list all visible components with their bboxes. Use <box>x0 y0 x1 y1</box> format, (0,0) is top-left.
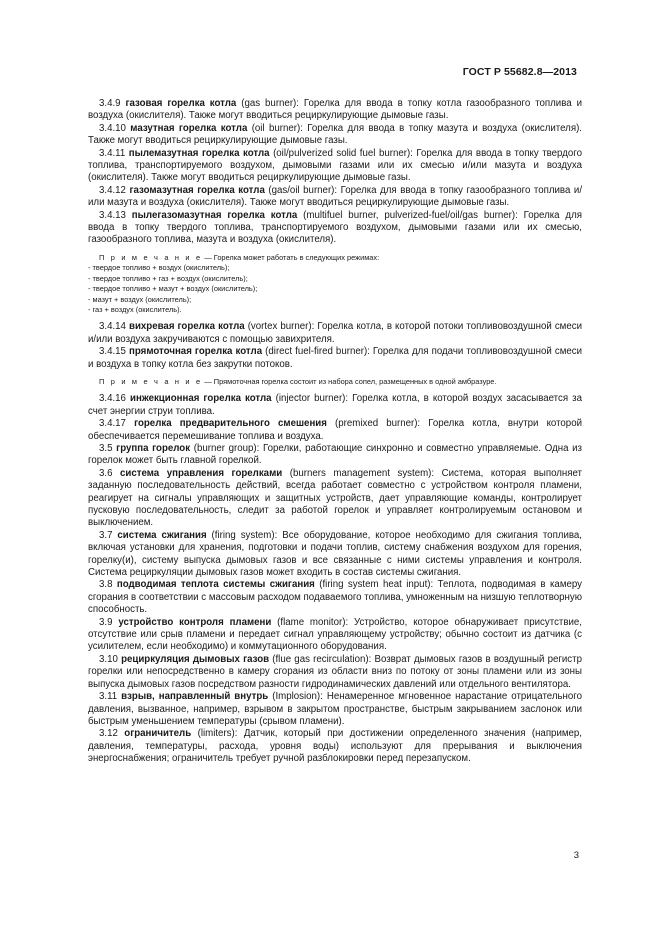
definition-paragraph <box>88 654 582 691</box>
definition-text: (oil burner): Горелка для ввода в топку мазута и воздуха (окислителя). Также могут вводиться рециркулирующие дымовые газы. <box>88 122 582 147</box>
clause-number: 3.4.11 <box>99 147 126 159</box>
note-2 <box>99 377 582 387</box>
note-list-item: - газ + воздух (окислитель). <box>88 304 182 314</box>
term: прямоточная горелка котла <box>129 346 263 358</box>
definition-text: (flame monitor): Устройство, которое обнаруживает присутствие, отсутствие или срыв пламени и передает сигнал управляющему устройству; обычно состоит из датчика (с усилителем, если необходимо) и коммутационного оборудования. <box>88 616 582 653</box>
note-1 <box>88 253 582 315</box>
definition-text: (oil/pulverized solid fuel burner): Горелка для ввода в топку твердого топлива, транспортируемого воздухом, дымовыми газами или их смесью и/или мазута и воздуха (окислителя). Также могут вводиться рециркулирующие дымовые газы. <box>88 147 582 184</box>
clause-number: 3.4.17 <box>99 418 126 430</box>
clause-number: 3.4.9 <box>99 98 121 109</box>
term: вихревая горелка котла <box>129 321 245 333</box>
definition-paragraph <box>88 346 582 371</box>
note-text: — Горелка может работать в следующих режимах: <box>202 252 380 262</box>
definition-paragraph <box>88 579 582 616</box>
definition-paragraph <box>88 728 582 765</box>
term: газомазутная горелка котла <box>129 184 265 196</box>
definition-text: (premixed burner): Горелка котла, внутри которой обеспечивается перемешивание топлива и воздуха. <box>88 418 582 442</box>
term: группа горелок <box>116 442 191 454</box>
definition-text: (multifuel burner, pulverized-fuel/oil/gas burner): Горелка для ввода в топку твердого топлива, транспортируемого воздухом, дымовыми газами или их смесью, газообразного топлива, мазута и воздуха (окислителя). <box>88 209 582 246</box>
document-body <box>88 98 582 766</box>
clause-number: 3.4.13 <box>99 209 126 221</box>
term: газовая горелка котла <box>125 98 237 109</box>
clause-number: 3.4.12 <box>99 184 126 196</box>
term: взрыв, направленный внутрь <box>121 691 269 703</box>
definitions-block-3 <box>88 393 582 765</box>
definition-paragraph <box>88 98 582 123</box>
definition-paragraph <box>88 321 582 346</box>
term: горелка предварительного смешения <box>134 418 327 430</box>
definitions-block-2 <box>88 321 582 371</box>
definition-text: (burner group): Горелки, работающие синхронно и совместно управляемые. Одна из горелок может быть главной горелкой. <box>88 442 582 467</box>
definition-text: (firing system heat input): Теплота, подводимая в камеру сгорания в соответствии с массовым расходом подаваемого топлива, умноженным на низшую теплотворную способность. <box>88 579 582 616</box>
note-list-item: - твердое топливо + газ + воздух (окислитель); <box>88 273 248 283</box>
definition-text: (flue gas recirculation): Возврат дымовых газов в воздушный регистр горелки или непосредственно в камеру сгорания из области вниз по потоку от зоны пламени или из зоны выпуска дымовых газов посредством разности гидродинамических давлений или отдельного вентилятора. <box>88 653 582 690</box>
page-number: 3 <box>573 850 579 861</box>
term: ограничитель <box>124 728 192 740</box>
note-label: П р и м е ч а н и е <box>99 252 203 262</box>
definition-text: (Implosion): Ненамеренное мгновенное нарастание отрицательного давления, вызванное, например, взрывом в закрытом пространстве, быстрым закрыванием заслонок или быстрым уменьшением температуры (срывом пламени). <box>88 691 582 727</box>
clause-number: 3.4.16 <box>99 393 126 405</box>
definition-text: (limiters): Датчик, который при достижении определенного значения (например, давления, температуры, расхода, уровня воды) используют для прерывания и выключения энергоснабжения; ограничитель требует ручной разблокировки перед перезапуском. <box>88 728 582 765</box>
note-list-item: - мазут + воздух (окислитель); <box>88 294 192 304</box>
clause-number: 3.5 <box>99 442 113 454</box>
definition-paragraph <box>88 123 582 148</box>
clause-number: 3.11 <box>99 691 118 703</box>
term: пылегазомазутная горелка котла <box>131 209 298 221</box>
clause-number: 3.9 <box>99 616 113 628</box>
definition-paragraph <box>88 418 582 443</box>
standard-header: ГОСТ Р 55682.8—2013 <box>462 66 577 78</box>
definition-paragraph <box>88 530 582 580</box>
clause-number: 3.8 <box>99 579 113 591</box>
term: система сжигания <box>117 529 207 541</box>
term: мазутная горелка котла <box>130 122 248 134</box>
clause-number: 3.4.10 <box>99 122 126 134</box>
definition-paragraph <box>88 210 582 247</box>
note-list-item: - твердое топливо + воздух (окислитель); <box>88 263 230 273</box>
term: пылемазутная горелка котла <box>128 147 270 159</box>
note-list-item: - твердое топливо + мазут + воздух (окислитель); <box>88 284 258 294</box>
definition-text: (burners management system): Система, которая выполняет заданную последовательность действий, всегда работает совместно с устройством контроля пламени, реагирует на сигналы управляющих и защитных устройств, дает управляющие команды, контролирует пусковую последовательность, следит за работой горелок и управляет контролируемым остановом и выключением. <box>88 467 582 529</box>
term: устройство контроля пламени <box>118 616 272 628</box>
note-text: — Прямоточная горелка состоит из набора сопел, размещенных в одной амбразуре. <box>202 376 497 386</box>
definition-paragraph <box>88 393 582 418</box>
definitions-block-1 <box>88 98 582 247</box>
clause-number: 3.12 <box>99 728 118 740</box>
definition-paragraph <box>88 617 582 654</box>
definition-paragraph <box>88 185 582 210</box>
definition-text: (vortex burner): Горелка котла, в которой потоки топливовоздушной смеси и/или воздуха закручиваются с помощью завихрителя. <box>88 321 582 345</box>
term: система управления горелками <box>120 467 283 479</box>
definition-paragraph <box>88 468 582 530</box>
term: рециркуляция дымовых газов <box>121 653 270 665</box>
definition-paragraph <box>88 443 582 468</box>
note-label: П р и м е ч а н и е <box>99 376 203 386</box>
definition-text: (firing system): Все оборудование, которое необходимо для сжигания топлива, включая установки для хранения, подготовки и подачи топлив, систему снабжения воздухом для горения, горелку(и), систему выпуска дымовых газов и все связанные с ними системы управления и контроля. Система рециркуляции дымовых газов может входить в состав системы сжигания. <box>88 529 582 579</box>
definition-paragraph <box>88 148 582 185</box>
clause-number: 3.6 <box>99 467 113 479</box>
definition-text: (gas burner): Горелка для ввода в топку котла газообразного топлива и воздуха (окислителя). Также могут вводиться рециркулирующие дымовые газы. <box>88 98 582 122</box>
definition-text: (injector burner): Горелка котла, в которой воздух засасывается за счет энергии струи топлива. <box>88 393 582 417</box>
definition-paragraph <box>88 691 582 728</box>
note-list <box>88 263 582 315</box>
clause-number: 3.10 <box>99 653 118 665</box>
definition-text: (direct fuel-fired burner): Горелка для подачи топливовоздушной смеси и воздуха в топку котла без закрутки потоков. <box>88 346 583 370</box>
clause-number: 3.4.15 <box>99 346 126 358</box>
term: подводимая теплота системы сжигания <box>116 579 315 591</box>
definition-text: (gas/oil burner): Горелка для ввода в топку газообразного топлива и/или мазута и воздуха (окислителя). Также могут вводиться рециркулирующие дымовые газы. <box>88 184 583 209</box>
clause-number: 3.7 <box>99 529 113 541</box>
term: инжекционная горелка котла <box>130 393 272 405</box>
clause-number: 3.4.14 <box>99 321 126 333</box>
